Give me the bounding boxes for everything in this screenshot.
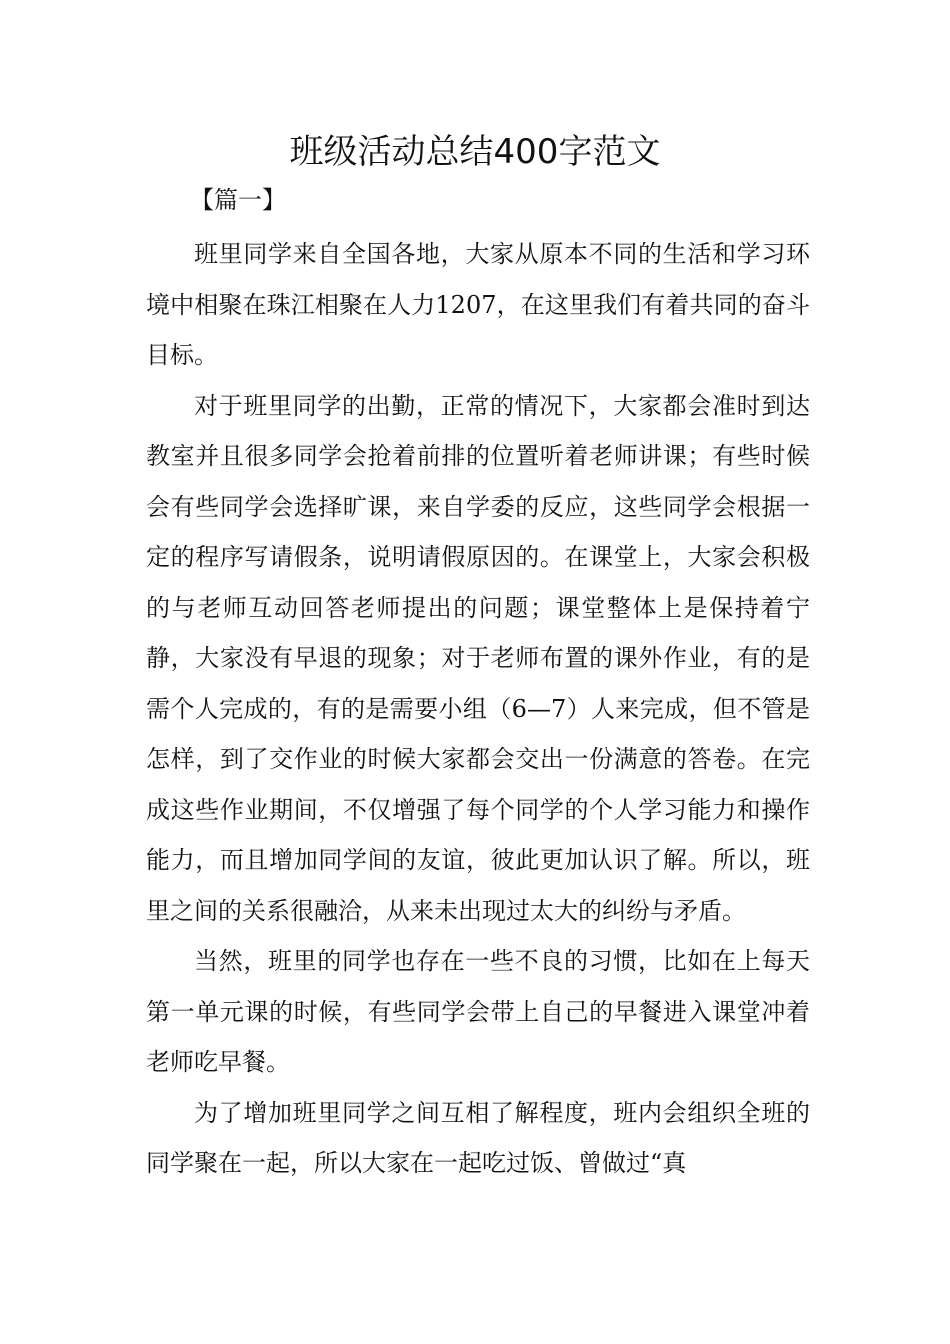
paragraph: 对于班里同学的出勤，正常的情况下，大家都会准时到达教室并且很多同学会抢着前排的位置听着老师讲课；有些时候会有些同学会选择旷课，来自学委的反应，这些同学会根据一定的程序写请假条，说明请假原因的。在课堂上，大家会积极的与老师互动回答老师提出的问题；课堂整体上是保持着宁静，大家没有早退的现象；对于老师布置的课外作业，有的是需个人完成的，有的是需要小组（6—7）人来完成，但不管是怎样，到了交作业的时候大家都会交出一份满意的答卷。在完成这些作业期间，不仅增强了每个同学的个人学习能力和操作能力，而且增加同学间的友谊，彼此更加认识了解。所以，班里之间的关系很融洽，从来未出现过太大的纠纷与矛盾。	[146, 391, 810, 925]
paragraph: 当然，班里的同学也存在一些不良的习惯，比如在上每天第一单元课的时候，有些同学会带上自己的早餐进入课堂冲着老师吃早餐。	[146, 947, 810, 1076]
paragraph: 为了增加班里同学之间互相了解程度，班内会组织全班的同学聚在一起，所以大家在一起吃过饭、曾做过“真	[146, 1098, 810, 1177]
paragraph: 班里同学来自全国各地，大家从原本不同的生活和学习环境中相聚在珠江相聚在人力1207，在这里我们有着共同的奋斗目标。	[146, 240, 810, 369]
section-label: 【篇一】	[190, 186, 286, 214]
document-body	[146, 229, 810, 1189]
document-title: 班级活动总结400字范文	[289, 132, 661, 172]
